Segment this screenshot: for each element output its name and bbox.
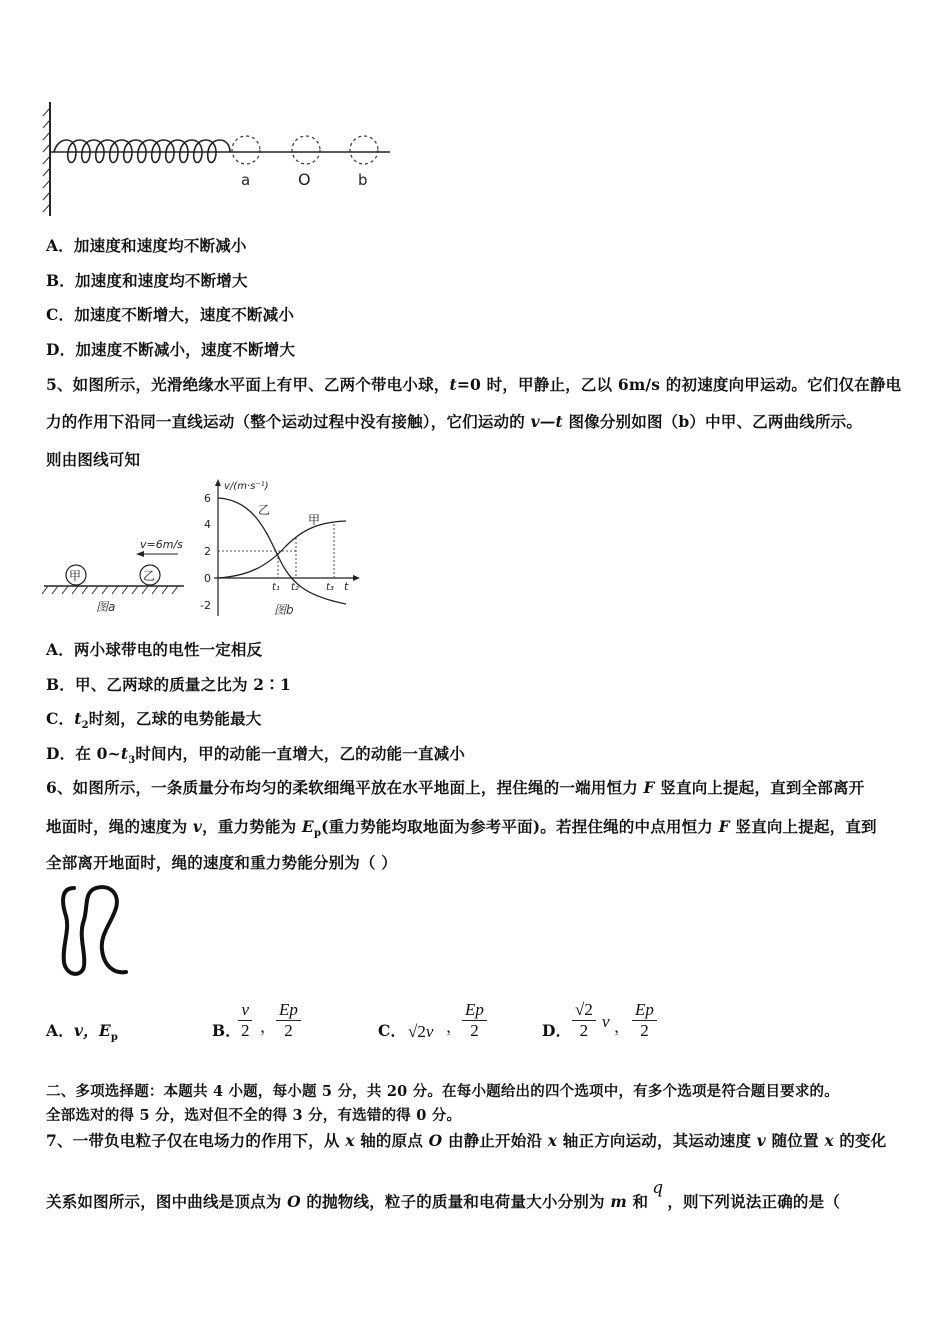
label-jia: 甲 bbox=[308, 513, 321, 527]
q4-option-b: B．加速度和速度均不断增大 bbox=[46, 271, 248, 290]
q6-option-a: A．v，$E_p$ bbox=[46, 1021, 119, 1044]
q6-option-c-comma: ， bbox=[446, 1017, 463, 1036]
rope-figure bbox=[56, 882, 136, 982]
q6-option-b-frac-v: $\frac{v}{2}$ bbox=[238, 1000, 253, 1041]
q4-option-a: A．加速度和速度均不断减小 bbox=[46, 236, 247, 255]
velocity-label: v=6m/s bbox=[140, 538, 183, 551]
q6-option-c-frac-ep: $\frac{Ep}{2}$ bbox=[462, 1000, 487, 1041]
q5-option-b: B．甲、乙两球的质量之比为 2∶1 bbox=[46, 675, 291, 694]
q6-stem-line2: 地面时，绳的速度为 v，重力势能为 $E_p$(重力势能均取地面为参考平面)。若捏住绳的中点用恒力 F 竖直向上提起，直到 bbox=[46, 817, 877, 840]
section2-line1: 二、多项选择题：本题共 4 小题，每小题 5 分，共 20 分。在每小题给出的四个选项中，有多个选项是符合题目要求的。 bbox=[46, 1083, 839, 1100]
y-axis-label: v/(m·s⁻¹) bbox=[224, 481, 269, 492]
t-tick-2: t₂ bbox=[291, 582, 299, 593]
q7-stem-line1: 7、一带负电粒子仅在电场力的作用下，从 x 轴的原点 O 由静止开始沿 x 轴正方向运动，其运动速度 v 随位置 x 的变化 bbox=[46, 1131, 887, 1150]
q5-stem-line2: 力的作用下沿同一直线运动（整个运动过程中没有接触），它们运动的 v—t 图像分别如图（b）中甲、乙两曲线所示。 bbox=[46, 412, 863, 431]
q5-figure-a bbox=[40, 530, 190, 620]
label-b: b bbox=[358, 171, 368, 189]
fig-a-caption: 图a bbox=[96, 600, 116, 614]
q6-option-d-label: D． bbox=[542, 1021, 572, 1040]
q6-option-d-frac-sqrt: $\frac{√2}{2}$ bbox=[572, 1000, 596, 1041]
curve-jia bbox=[218, 521, 346, 578]
fig-b-caption: 图b bbox=[274, 603, 294, 617]
q6-option-c-label: C． bbox=[378, 1021, 407, 1040]
spring-figure bbox=[40, 96, 400, 220]
q5-option-c: C．$t_2$时刻，乙球的电势能最大 bbox=[46, 709, 262, 732]
y-tick-2: 2 bbox=[204, 545, 211, 558]
ball-jia-label: 甲 bbox=[69, 569, 82, 583]
label-yi: 乙 bbox=[258, 503, 271, 517]
q6-stem-line3: 全部离开地面时，绳的速度和重力势能分别为（ ） bbox=[46, 853, 397, 872]
q6-option-d-v: v bbox=[602, 1012, 610, 1031]
q6-stem-line1: 6、如图所示，一条质量分布均匀的柔软细绳平放在水平地面上，捏住绳的一端用恒力 F 竖直向上提起，直到全部离开 bbox=[46, 778, 865, 797]
y-tick-0: 0 bbox=[204, 572, 211, 585]
q5-option-d: D．在 $0\sim t_3$时间内，甲的动能一直增大，乙的动能一直减小 bbox=[46, 744, 466, 767]
q5-stem-line1: 5、如图所示，光滑绝缘水平面上有甲、乙两个带电小球，t=0 时，甲静止，乙以 6m/s 的初速度向甲运动。它们仅在静电 bbox=[46, 375, 902, 394]
label-O: O bbox=[298, 170, 311, 189]
t-tick-3: t₃ bbox=[326, 582, 334, 593]
label-a: a bbox=[241, 171, 251, 189]
q6-option-b-label: B． bbox=[212, 1021, 242, 1040]
y-tick-4: 4 bbox=[204, 518, 211, 531]
q5-figure-b bbox=[196, 476, 366, 622]
q6-option-b-frac-ep: $\frac{Ep}{2}$ bbox=[276, 1000, 301, 1041]
q4-option-d: D．加速度不断减小，速度不断增大 bbox=[46, 340, 296, 359]
q5-option-a: A．两小球带电的电性一定相反 bbox=[46, 640, 263, 659]
t-tick-1: t₁ bbox=[272, 582, 280, 593]
q7-stem-line2: 关系如图所示，图中曲线是顶点为 O 的抛物线，粒子的质量和电荷量大小分别为 m 和q，则下列说法正确的是（ bbox=[46, 1178, 841, 1211]
ball-yi-label: 乙 bbox=[143, 569, 156, 583]
q6-option-d-frac-ep: $\frac{Ep}{2}$ bbox=[632, 1000, 657, 1041]
y-tick-6: 6 bbox=[204, 492, 211, 505]
q4-option-c: C．加速度不断增大，速度不断减小 bbox=[46, 305, 295, 324]
section2-line2: 全部选对的得 5 分，选对但不全的得 3 分，有选错的得 0 分。 bbox=[46, 1107, 462, 1124]
q6-option-b-comma: ， bbox=[260, 1017, 277, 1036]
q6-option-d-comma: ， bbox=[614, 1017, 631, 1036]
t-axis-label: t bbox=[344, 580, 349, 593]
q5-stem-line3: 则由图线可知 bbox=[46, 450, 141, 469]
y-tick-neg2: -2 bbox=[200, 599, 211, 612]
q6-option-c-sqrt: √2v bbox=[408, 1022, 434, 1041]
